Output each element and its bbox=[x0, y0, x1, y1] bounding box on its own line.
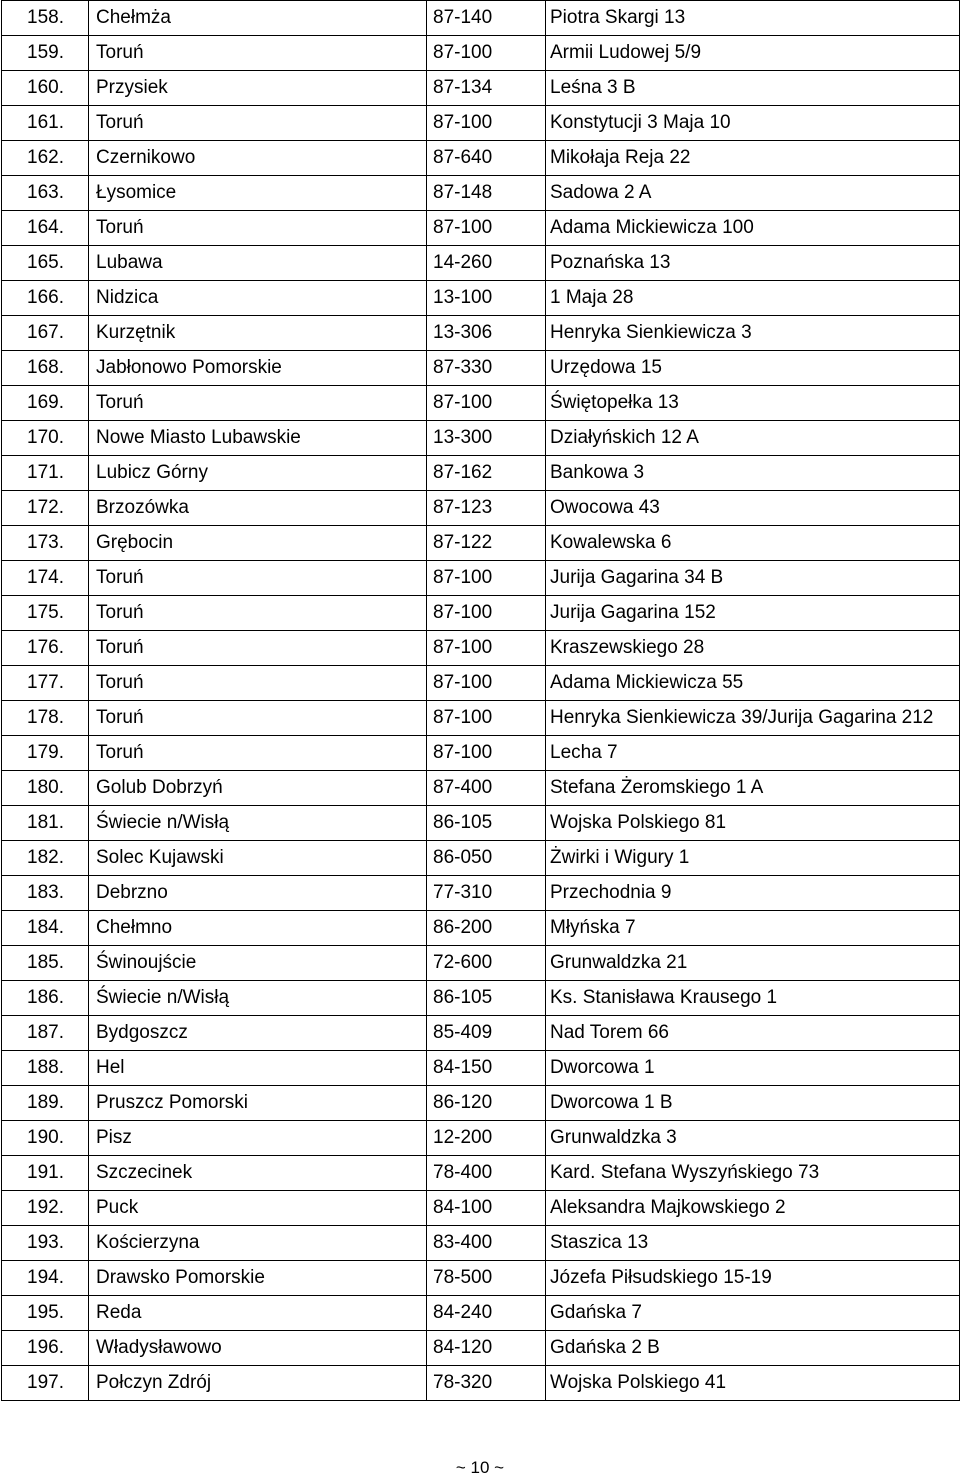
row-number: 192. bbox=[2, 1191, 89, 1226]
street-cell: Młyńska 7 bbox=[546, 911, 960, 946]
row-number: 194. bbox=[2, 1261, 89, 1296]
table-row bbox=[2, 911, 960, 946]
table-row bbox=[2, 561, 960, 596]
table-row bbox=[2, 771, 960, 806]
city-cell: Toruń bbox=[89, 561, 427, 596]
city-cell: Toruń bbox=[89, 736, 427, 771]
row-number: 184. bbox=[2, 911, 89, 946]
postal-code-cell: 78-320 bbox=[427, 1366, 546, 1401]
table-row bbox=[2, 526, 960, 561]
city-cell: Debrzno bbox=[89, 876, 427, 911]
table-row bbox=[2, 1086, 960, 1121]
postal-code-cell: 84-240 bbox=[427, 1296, 546, 1331]
postal-code-cell: 77-310 bbox=[427, 876, 546, 911]
city-cell: Lubawa bbox=[89, 246, 427, 281]
postal-code-cell: 87-100 bbox=[427, 106, 546, 141]
city-cell: Toruń bbox=[89, 701, 427, 736]
city-cell: Czernikowo bbox=[89, 141, 427, 176]
table-row bbox=[2, 1226, 960, 1261]
postal-code-cell: 13-100 bbox=[427, 281, 546, 316]
row-number: 168. bbox=[2, 351, 89, 386]
city-cell: Połczyn Zdrój bbox=[89, 1366, 427, 1401]
city-cell: Kościerzyna bbox=[89, 1226, 427, 1261]
street-cell: Urzędowa 15 bbox=[546, 351, 960, 386]
row-number: 166. bbox=[2, 281, 89, 316]
street-cell: Lecha 7 bbox=[546, 736, 960, 771]
postal-code-cell: 13-300 bbox=[427, 421, 546, 456]
street-cell: Stefana Żeromskiego 1 A bbox=[546, 771, 960, 806]
row-number: 182. bbox=[2, 841, 89, 876]
city-cell: Toruń bbox=[89, 631, 427, 666]
postal-code-cell: 87-100 bbox=[427, 561, 546, 596]
street-cell: Jurija Gagarina 34 B bbox=[546, 561, 960, 596]
street-cell: Żwirki i Wigury 1 bbox=[546, 841, 960, 876]
postal-code-cell: 84-150 bbox=[427, 1051, 546, 1086]
city-cell: Przysiek bbox=[89, 71, 427, 106]
row-number: 193. bbox=[2, 1226, 89, 1261]
table-row bbox=[2, 141, 960, 176]
postal-code-cell: 14-260 bbox=[427, 246, 546, 281]
table-row bbox=[2, 631, 960, 666]
street-cell: Piotra Skargi 13 bbox=[546, 1, 960, 36]
postal-code-cell: 87-100 bbox=[427, 211, 546, 246]
table-row bbox=[2, 176, 960, 211]
city-cell: Toruń bbox=[89, 36, 427, 71]
row-number: 190. bbox=[2, 1121, 89, 1156]
street-cell: Świętopełka 13 bbox=[546, 386, 960, 421]
city-cell: Kurzętnik bbox=[89, 316, 427, 351]
page-number: ~ 10 ~ bbox=[455, 1458, 505, 1477]
row-number: 195. bbox=[2, 1296, 89, 1331]
city-cell: Toruń bbox=[89, 211, 427, 246]
table-row bbox=[2, 1261, 960, 1296]
row-number: 185. bbox=[2, 946, 89, 981]
street-cell: Przechodnia 9 bbox=[546, 876, 960, 911]
row-number: 163. bbox=[2, 176, 89, 211]
row-number: 177. bbox=[2, 666, 89, 701]
postal-code-cell: 86-050 bbox=[427, 841, 546, 876]
table-row bbox=[2, 876, 960, 911]
street-cell: Józefa Piłsudskiego 15-19 bbox=[546, 1261, 960, 1296]
row-number: 187. bbox=[2, 1016, 89, 1051]
street-cell: Bankowa 3 bbox=[546, 456, 960, 491]
city-cell: Toruń bbox=[89, 106, 427, 141]
street-cell: Konstytucji 3 Maja 10 bbox=[546, 106, 960, 141]
postal-code-cell: 87-100 bbox=[427, 386, 546, 421]
postal-code-cell: 87-162 bbox=[427, 456, 546, 491]
street-cell: Poznańska 13 bbox=[546, 246, 960, 281]
row-number: 162. bbox=[2, 141, 89, 176]
postal-code-cell: 87-640 bbox=[427, 141, 546, 176]
postal-code-cell: 85-409 bbox=[427, 1016, 546, 1051]
table-row bbox=[2, 386, 960, 421]
street-cell: Henryka Sienkiewicza 39/Jurija Gagarina 212 bbox=[546, 701, 960, 736]
postal-code-cell: 86-200 bbox=[427, 911, 546, 946]
postal-code-cell: 87-100 bbox=[427, 596, 546, 631]
street-cell: Owocowa 43 bbox=[546, 491, 960, 526]
row-number: 186. bbox=[2, 981, 89, 1016]
city-cell: Nidzica bbox=[89, 281, 427, 316]
table-row bbox=[2, 666, 960, 701]
row-number: 158. bbox=[2, 1, 89, 36]
city-cell: Pisz bbox=[89, 1121, 427, 1156]
table-row bbox=[2, 36, 960, 71]
street-cell: Działyńskich 12 A bbox=[546, 421, 960, 456]
postal-code-cell: 87-330 bbox=[427, 351, 546, 386]
row-number: 164. bbox=[2, 211, 89, 246]
row-number: 180. bbox=[2, 771, 89, 806]
table-row bbox=[2, 701, 960, 736]
row-number: 175. bbox=[2, 596, 89, 631]
address-table bbox=[1, 0, 960, 1401]
city-cell: Drawsko Pomorskie bbox=[89, 1261, 427, 1296]
row-number: 174. bbox=[2, 561, 89, 596]
postal-code-cell: 78-400 bbox=[427, 1156, 546, 1191]
street-cell: Adama Mickiewicza 55 bbox=[546, 666, 960, 701]
street-cell: Adama Mickiewicza 100 bbox=[546, 211, 960, 246]
street-cell: Leśna 3 B bbox=[546, 71, 960, 106]
city-cell: Hel bbox=[89, 1051, 427, 1086]
row-number: 160. bbox=[2, 71, 89, 106]
table-row bbox=[2, 211, 960, 246]
city-cell: Solec Kujawski bbox=[89, 841, 427, 876]
city-cell: Grębocin bbox=[89, 526, 427, 561]
street-cell: Ks. Stanisława Krausego 1 bbox=[546, 981, 960, 1016]
row-number: 191. bbox=[2, 1156, 89, 1191]
city-cell: Puck bbox=[89, 1191, 427, 1226]
table-row bbox=[2, 456, 960, 491]
table-row bbox=[2, 596, 960, 631]
city-cell: Świecie n/Wisłą bbox=[89, 981, 427, 1016]
row-number: 179. bbox=[2, 736, 89, 771]
table-row bbox=[2, 1156, 960, 1191]
street-cell: Grunwaldzka 3 bbox=[546, 1121, 960, 1156]
row-number: 161. bbox=[2, 106, 89, 141]
postal-code-cell: 87-122 bbox=[427, 526, 546, 561]
street-cell: Kard. Stefana Wyszyńskiego 73 bbox=[546, 1156, 960, 1191]
table-row bbox=[2, 1121, 960, 1156]
street-cell: Grunwaldzka 21 bbox=[546, 946, 960, 981]
postal-code-cell: 87-100 bbox=[427, 736, 546, 771]
street-cell: Sadowa 2 A bbox=[546, 176, 960, 211]
table-row bbox=[2, 281, 960, 316]
city-cell: Toruń bbox=[89, 386, 427, 421]
address-table-body bbox=[2, 1, 960, 1401]
postal-code-cell: 87-100 bbox=[427, 701, 546, 736]
street-cell: Nad Torem 66 bbox=[546, 1016, 960, 1051]
table-row bbox=[2, 1, 960, 36]
street-cell: Kraszewskiego 28 bbox=[546, 631, 960, 666]
postal-code-cell: 84-100 bbox=[427, 1191, 546, 1226]
row-number: 188. bbox=[2, 1051, 89, 1086]
postal-code-cell: 87-400 bbox=[427, 771, 546, 806]
postal-code-cell: 86-105 bbox=[427, 981, 546, 1016]
city-cell: Nowe Miasto Lubawskie bbox=[89, 421, 427, 456]
row-number: 165. bbox=[2, 246, 89, 281]
table-row bbox=[2, 421, 960, 456]
postal-code-cell: 13-306 bbox=[427, 316, 546, 351]
city-cell: Szczecinek bbox=[89, 1156, 427, 1191]
row-number: 178. bbox=[2, 701, 89, 736]
row-number: 159. bbox=[2, 36, 89, 71]
street-cell: Kowalewska 6 bbox=[546, 526, 960, 561]
street-cell: Wojska Polskiego 81 bbox=[546, 806, 960, 841]
table-row bbox=[2, 1296, 960, 1331]
row-number: 170. bbox=[2, 421, 89, 456]
city-cell: Toruń bbox=[89, 666, 427, 701]
table-row bbox=[2, 246, 960, 281]
row-number: 189. bbox=[2, 1086, 89, 1121]
row-number: 167. bbox=[2, 316, 89, 351]
city-cell: Reda bbox=[89, 1296, 427, 1331]
table-row bbox=[2, 806, 960, 841]
table-row bbox=[2, 841, 960, 876]
street-cell: Henryka Sienkiewicza 3 bbox=[546, 316, 960, 351]
table-row bbox=[2, 491, 960, 526]
city-cell: Jabłonowo Pomorskie bbox=[89, 351, 427, 386]
postal-code-cell: 78-500 bbox=[427, 1261, 546, 1296]
table-row bbox=[2, 1366, 960, 1401]
city-cell: Władysławowo bbox=[89, 1331, 427, 1366]
city-cell: Świecie n/Wisłą bbox=[89, 806, 427, 841]
row-number: 176. bbox=[2, 631, 89, 666]
postal-code-cell: 83-400 bbox=[427, 1226, 546, 1261]
table-row bbox=[2, 1191, 960, 1226]
postal-code-cell: 87-140 bbox=[427, 1, 546, 36]
row-number: 169. bbox=[2, 386, 89, 421]
row-number: 197. bbox=[2, 1366, 89, 1401]
city-cell: Golub Dobrzyń bbox=[89, 771, 427, 806]
postal-code-cell: 87-100 bbox=[427, 666, 546, 701]
postal-code-cell: 86-105 bbox=[427, 806, 546, 841]
street-cell: Wojska Polskiego 41 bbox=[546, 1366, 960, 1401]
postal-code-cell: 87-100 bbox=[427, 631, 546, 666]
table-row bbox=[2, 981, 960, 1016]
city-cell: Chełmno bbox=[89, 911, 427, 946]
postal-code-cell: 87-100 bbox=[427, 36, 546, 71]
table-row bbox=[2, 351, 960, 386]
city-cell: Lubicz Górny bbox=[89, 456, 427, 491]
postal-code-cell: 86-120 bbox=[427, 1086, 546, 1121]
street-cell: Jurija Gagarina 152 bbox=[546, 596, 960, 631]
city-cell: Pruszcz Pomorski bbox=[89, 1086, 427, 1121]
table-row bbox=[2, 316, 960, 351]
street-cell: Aleksandra Majkowskiego 2 bbox=[546, 1191, 960, 1226]
postal-code-cell: 87-123 bbox=[427, 491, 546, 526]
table-row bbox=[2, 1016, 960, 1051]
city-cell: Brzozówka bbox=[89, 491, 427, 526]
row-number: 172. bbox=[2, 491, 89, 526]
table-row bbox=[2, 736, 960, 771]
street-cell: Staszica 13 bbox=[546, 1226, 960, 1261]
postal-code-cell: 72-600 bbox=[427, 946, 546, 981]
row-number: 171. bbox=[2, 456, 89, 491]
table-row bbox=[2, 71, 960, 106]
table-row bbox=[2, 106, 960, 141]
street-cell: Mikołaja Reja 22 bbox=[546, 141, 960, 176]
street-cell: Armii Ludowej 5/9 bbox=[546, 36, 960, 71]
street-cell: Dworcowa 1 B bbox=[546, 1086, 960, 1121]
postal-code-cell: 84-120 bbox=[427, 1331, 546, 1366]
street-cell: Gdańska 7 bbox=[546, 1296, 960, 1331]
street-cell: Dworcowa 1 bbox=[546, 1051, 960, 1086]
row-number: 181. bbox=[2, 806, 89, 841]
table-row bbox=[2, 946, 960, 981]
postal-code-cell: 87-134 bbox=[427, 71, 546, 106]
table-row bbox=[2, 1051, 960, 1086]
table-row bbox=[2, 1331, 960, 1366]
row-number: 173. bbox=[2, 526, 89, 561]
city-cell: Łysomice bbox=[89, 176, 427, 211]
row-number: 183. bbox=[2, 876, 89, 911]
postal-code-cell: 12-200 bbox=[427, 1121, 546, 1156]
street-cell: 1 Maja 28 bbox=[546, 281, 960, 316]
city-cell: Chełmża bbox=[89, 1, 427, 36]
row-number: 196. bbox=[2, 1331, 89, 1366]
postal-code-cell: 87-148 bbox=[427, 176, 546, 211]
city-cell: Świnoujście bbox=[89, 946, 427, 981]
city-cell: Bydgoszcz bbox=[89, 1016, 427, 1051]
street-cell: Gdańska 2 B bbox=[546, 1331, 960, 1366]
city-cell: Toruń bbox=[89, 596, 427, 631]
